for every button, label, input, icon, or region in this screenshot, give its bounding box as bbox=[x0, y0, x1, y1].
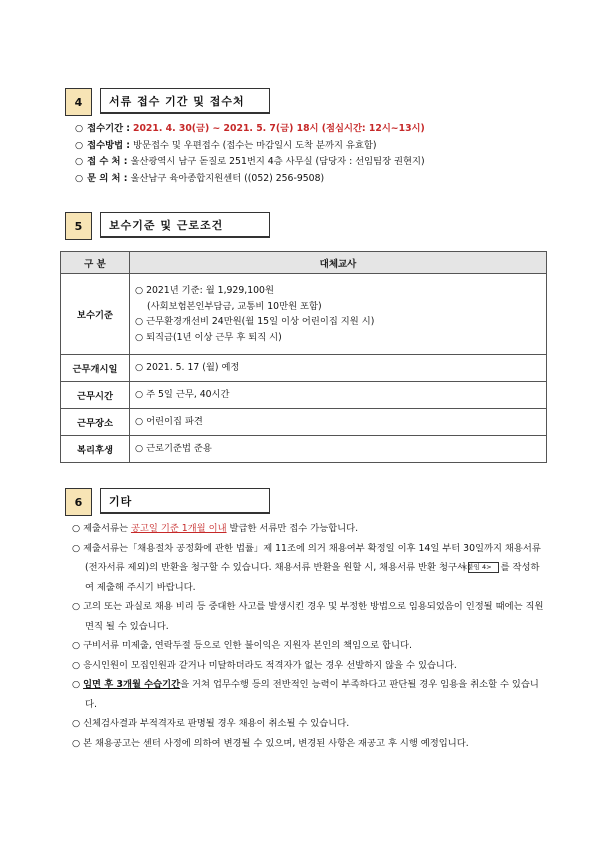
list-item: ○ 제출서류는 공고일 기준 1개월 이내 발급한 서류만 접수 가능합니다. bbox=[72, 523, 359, 534]
list-item: ○ 임면 후 3개월 수습기간을 거쳐 업무수행 등의 전반적인 능력이 부족하다고 판단될 경우 임용을 취소할 수 있습니다. bbox=[72, 679, 539, 710]
circle-bullet-icon: ○ bbox=[75, 139, 84, 151]
row-value: ○ 2021년 기준: 월 1,929,100원 (사회보험본인부담금, 교통비 10만원 포함) ○ 근무환경개선비 24만원(월 15일 이상 어린이집 지원 시) ○ 퇴직금(1년 이상 근무 후 퇴직 시) bbox=[130, 274, 547, 355]
list-item: ○ 구비서류 미제출, 연락두절 등으로 인한 불이익은 지원자 본인의 책임으로 합니다. bbox=[72, 640, 412, 651]
column-header: 대체교사 bbox=[130, 252, 547, 274]
row-label: 근무장소 bbox=[61, 409, 130, 436]
section-4-header bbox=[65, 88, 270, 116]
section-4-list bbox=[75, 121, 425, 187]
list-item: ○ 접수기간 : 2021. 4. 30(금) ~ 2021. 5. 7(금) 18시 (점심시간: 12시~13시) bbox=[75, 121, 425, 138]
attachment-tag: <붙임 4> bbox=[468, 562, 499, 573]
highlighted-text: 임면 후 3개월 수습기간 bbox=[83, 679, 181, 690]
circle-bullet-icon: ○ bbox=[75, 123, 84, 134]
list-item: ○ 고의 또는 과실로 채용 비리 등 중대한 사고를 발생시킨 경우 및 부정한 방법으로 임용되었음이 인정될 때에는 직원면직 될 수 있습니다. bbox=[72, 601, 544, 632]
row-label: 근무개시일 bbox=[61, 355, 130, 382]
row-label: 보수기준 bbox=[61, 274, 130, 355]
application-period: 2021. 4. 30(금) ~ 2021. 5. 7(금) 18시 (점심시간: 12시~13시) bbox=[132, 123, 425, 134]
row-value: ○ 근로기준법 준용 bbox=[130, 436, 547, 463]
pay-conditions-table bbox=[60, 251, 547, 463]
table-row bbox=[61, 436, 547, 463]
list-item: ○ 문 의 처 : 울산남구 육아종합지원센터 ((052) 256-9508) bbox=[75, 171, 425, 188]
row-label: 복리후생 bbox=[61, 436, 130, 463]
notes-list bbox=[72, 519, 544, 753]
list-item: ○ 응시인원이 모집인원과 같거나 미달하더라도 적격자가 없는 경우 선발하지 않을 수 있습니다. bbox=[72, 659, 457, 671]
section-5-header bbox=[65, 212, 270, 240]
circle-bullet-icon: ○ bbox=[75, 172, 84, 184]
column-header: 구 분 bbox=[61, 252, 130, 274]
circle-bullet-icon: ○ bbox=[75, 156, 84, 167]
section-number: 5 bbox=[65, 212, 92, 240]
row-value: ○ 2021. 5. 17 (월) 예정 bbox=[130, 355, 547, 382]
list-item: ○ 접 수 처 : 울산광역시 남구 돋질로 251번지 4층 사무실 (담당자 : 선임팀장 권현지) bbox=[75, 154, 425, 171]
table-row bbox=[61, 355, 547, 382]
section-number: 4 bbox=[65, 88, 92, 116]
list-item: ○ 제출서류는「채용절차 공정화에 관한 법률」제 11조에 의거 채용여부 확정일 이후 14일 부터 30일까지 채용서류(전자서류 제외)의 반환을 청구할 수 있습니다. 채용서류 반환을 원할 시, 채용서류 반환 청구서<붙임 4> 를 작성하여 제출해 주시기 바랍니다. bbox=[72, 542, 541, 593]
section-number: 6 bbox=[65, 488, 92, 516]
section-title: 서류 접수 기간 및 접수처 bbox=[100, 88, 270, 114]
list-item: ○ 신체검사결과 부적격자로 판명될 경우 채용이 취소될 수 있습니다. bbox=[72, 718, 350, 729]
section-title: 보수기준 및 근로조건 bbox=[100, 212, 270, 238]
row-label: 근무시간 bbox=[61, 382, 130, 409]
row-value: ○ 어린이집 파견 bbox=[130, 409, 547, 436]
table-row bbox=[61, 274, 547, 355]
section-title: 기타 bbox=[100, 488, 270, 514]
table-row bbox=[61, 409, 547, 436]
highlighted-text: 공고일 기준 1개월 이내 bbox=[130, 523, 227, 534]
table-row bbox=[61, 382, 547, 409]
list-item: ○ 접수방법 : 방문접수 및 우편접수 (접수는 마감일시 도착 분까지 유효함) bbox=[75, 138, 425, 155]
section-6-header bbox=[65, 488, 270, 516]
row-value: ○ 주 5일 근무, 40시간 bbox=[130, 382, 547, 409]
table-header-row bbox=[61, 252, 547, 274]
list-item: ○ 본 채용공고는 센터 사정에 의하여 변경될 수 있으며, 변경된 사항은 재공고 후 시행 예정입니다. bbox=[72, 737, 469, 749]
